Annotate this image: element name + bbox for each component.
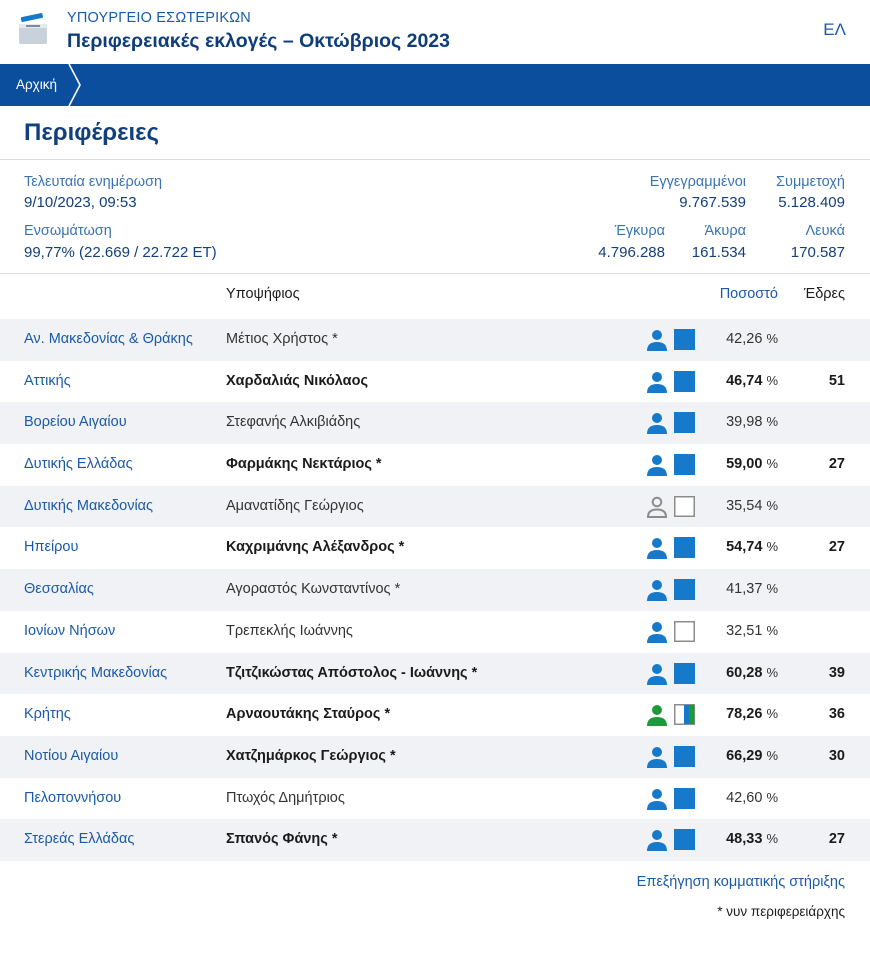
candidate-name: Φαρμάκης Νεκτάριος *	[226, 456, 382, 473]
percentage-value: 46,74	[726, 372, 763, 389]
party-support-square-empty-icon	[674, 621, 695, 642]
region-link[interactable]: Βορείου Αιγαίου	[24, 414, 127, 431]
invalid-label: Άκυρα	[704, 223, 746, 239]
blank-label: Λευκά	[805, 223, 845, 239]
percentage-value: 59,00	[726, 456, 763, 473]
percentage-unit: %	[766, 372, 778, 388]
party-support-square-filled-blue-icon	[674, 663, 695, 684]
language-switch[interactable]: ΕΛ	[823, 20, 846, 39]
person-icon	[645, 578, 669, 602]
party-support-square-filled-blue-icon	[674, 329, 695, 350]
candidate-name: Χαρδαλιάς Νικόλαος	[226, 372, 368, 389]
percentage-value: 39,98	[726, 414, 763, 431]
ministry-name: ΥΠΟΥΡΓΕΙΟ ΕΣΩΤΕΡΙΚΩΝ	[67, 10, 251, 26]
person-icon	[645, 453, 669, 477]
region-link[interactable]: Αν. Μακεδονίας & Θράκης	[24, 331, 193, 347]
table-row[interactable]	[0, 736, 870, 778]
seats-count: 36	[828, 706, 845, 723]
vote-percentage	[726, 706, 778, 722]
divider	[0, 273, 870, 274]
percentage-unit: %	[766, 539, 778, 555]
percentage-unit: %	[766, 331, 778, 346]
seats-count: 30	[828, 747, 845, 764]
integration-value: 99,77% (22.669 / 22.722 ΕΤ)	[24, 244, 217, 261]
seats-count: 27	[828, 456, 845, 473]
last-update-label: Τελευταία ενημέρωση	[24, 174, 163, 190]
person-green-icon	[645, 703, 669, 727]
registered-label: Εγγεγραμμένοι	[649, 174, 746, 190]
percentage-value: 66,29	[726, 747, 763, 764]
region-link[interactable]: Ηπείρου	[24, 539, 79, 556]
turnout-value: 5.128.409	[778, 194, 845, 211]
candidate-name: Τρεπεκλής Ιωάννης	[226, 622, 353, 639]
table-row[interactable]	[0, 527, 870, 569]
percentage-value: 60,28	[726, 664, 763, 681]
candidate-name: Αγοραστός Κωνσταντίνος *	[226, 581, 401, 598]
percentage-value: 42,26	[726, 331, 763, 347]
region-link[interactable]: Δυτικής Ελλάδας	[24, 456, 133, 473]
table-row[interactable]	[0, 819, 870, 861]
vote-percentage	[726, 373, 778, 389]
table-row[interactable]	[0, 569, 870, 611]
region-link[interactable]: Πελοποννήσου	[24, 789, 122, 806]
percentage-value: 48,33	[726, 831, 763, 848]
breadcrumb-chevron-icon	[66, 64, 84, 106]
party-support-square-filled-blue-icon	[674, 371, 695, 392]
vote-percentage	[726, 623, 778, 639]
person-icon	[645, 536, 669, 560]
candidate-name: Στεφανής Αλκιβιάδης	[226, 414, 361, 431]
column-header-seats: Έδρες	[803, 286, 845, 302]
vote-percentage	[726, 831, 778, 847]
seats-count: 27	[828, 539, 845, 556]
seats-count: 51	[828, 372, 845, 389]
region-link[interactable]: Δυτικής Μακεδονίας	[24, 497, 154, 514]
party-support-square-filled-blue-icon	[674, 746, 695, 767]
incumbent-footnote: * νυν περιφερειάρχης	[717, 904, 845, 919]
table-row[interactable]	[0, 402, 870, 444]
region-link[interactable]: Κρήτης	[24, 706, 71, 723]
percentage-value: 35,54	[726, 497, 763, 514]
divider	[0, 159, 870, 160]
percentage-value: 54,74	[726, 539, 763, 556]
vote-percentage	[726, 456, 778, 472]
party-support-square-filled-blue-icon	[674, 788, 695, 809]
percentage-value: 42,60	[726, 789, 763, 806]
table-row[interactable]	[0, 778, 870, 820]
candidate-name: Μέτιος Χρήστος *	[226, 331, 338, 347]
party-support-square-filled-blue-icon	[674, 579, 695, 600]
invalid-value: 161.534	[691, 244, 746, 261]
person-icon	[645, 828, 669, 852]
percentage-value: 41,37	[726, 581, 763, 598]
vote-percentage	[726, 748, 778, 764]
valid-value: 4.796.288	[598, 244, 665, 261]
turnout-label: Συμμετοχή	[776, 174, 845, 190]
party-support-square-filled-blue-icon	[674, 829, 695, 850]
valid-label: Έγκυρα	[614, 223, 665, 239]
person-icon	[645, 328, 669, 352]
page-title: Περιφέρειες	[24, 119, 160, 146]
party-support-square-filled-blue-icon	[674, 537, 695, 558]
candidate-name: Τζιτζικώστας Απόστολος - Ιωάννης *	[226, 664, 478, 681]
person-icon	[645, 620, 669, 644]
vote-percentage	[726, 665, 778, 681]
site-header	[0, 0, 870, 64]
party-support-square-filled-blue-icon	[674, 454, 695, 475]
percentage-value: 32,51	[726, 622, 763, 639]
seats-count: 27	[828, 831, 845, 848]
party-support-square-empty-icon	[674, 496, 695, 517]
table-row[interactable]	[0, 486, 870, 528]
seats-count: 39	[828, 664, 845, 681]
party-support-explanation-link[interactable]: Επεξήγηση κομματικής στήριξης	[636, 874, 845, 890]
candidate-name: Πτωχός Δημήτριος	[226, 789, 345, 806]
person-icon	[645, 411, 669, 435]
breadcrumb	[0, 64, 870, 106]
percentage-value: 78,26	[726, 706, 763, 723]
region-link[interactable]: Ιονίων Νήσων	[24, 622, 116, 639]
percentage-unit: %	[766, 622, 778, 638]
candidate-name: Καχριμάνης Αλέξανδρος *	[226, 539, 405, 556]
column-header-percent[interactable]: Ποσοστό	[719, 286, 778, 302]
vote-percentage	[726, 414, 778, 430]
person-icon	[645, 370, 669, 394]
region-link[interactable]: Θεσσαλίας	[24, 581, 94, 598]
percentage-unit: %	[766, 414, 778, 430]
percentage-unit: %	[766, 706, 778, 722]
percentage-unit: %	[766, 456, 778, 472]
vote-percentage	[726, 331, 778, 347]
person-icon	[645, 745, 669, 769]
region-link[interactable]: Κεντρικής Μακεδονίας	[24, 664, 168, 681]
site-title[interactable]: Περιφερειακές εκλογές – Οκτώβριος 2023	[67, 30, 450, 52]
candidate-name: Σπανός Φάνης *	[226, 831, 338, 848]
vote-percentage	[726, 539, 778, 555]
last-update-value: 9/10/2023, 09:53	[24, 194, 137, 211]
percentage-unit: %	[766, 581, 778, 597]
percentage-unit: %	[766, 664, 778, 680]
party-support-square-filled-blue-icon	[674, 412, 695, 433]
table-row[interactable]	[0, 444, 870, 486]
table-row[interactable]	[0, 653, 870, 695]
ballot-box-icon[interactable]	[16, 12, 50, 46]
candidate-name: Αμανατίδης Γεώργιος	[226, 497, 364, 514]
vote-percentage	[726, 790, 778, 806]
party-support-square-split-blue-green-icon	[674, 704, 695, 725]
table-row[interactable]	[0, 319, 870, 361]
region-link[interactable]: Στερεάς Ελλάδας	[24, 831, 135, 848]
blank-value: 170.587	[790, 244, 845, 261]
table-row[interactable]	[0, 361, 870, 403]
percentage-unit: %	[766, 497, 778, 513]
breadcrumb-home[interactable]: Αρχική	[16, 77, 58, 92]
vote-percentage	[726, 498, 778, 514]
person-icon	[645, 662, 669, 686]
vote-percentage	[726, 581, 778, 597]
region-link[interactable]: Νοτίου Αιγαίου	[24, 747, 119, 764]
candidate-name: Αρναουτάκης Σταύρος *	[226, 706, 391, 723]
region-link[interactable]: Αττικής	[24, 372, 71, 389]
person-icon	[645, 787, 669, 811]
results-table	[0, 319, 870, 861]
percentage-unit: %	[766, 747, 778, 763]
table-row[interactable]	[0, 694, 870, 736]
percentage-unit: %	[766, 789, 778, 805]
integration-label: Ενσωμάτωση	[24, 223, 112, 239]
registered-value: 9.767.539	[679, 194, 746, 211]
table-row[interactable]	[0, 611, 870, 653]
person-outline-icon	[645, 495, 669, 519]
column-header-candidate: Υποψήφιος	[226, 286, 300, 302]
percentage-unit: %	[766, 831, 778, 847]
candidate-name: Χατζημάρκος Γεώργιος *	[226, 747, 396, 764]
